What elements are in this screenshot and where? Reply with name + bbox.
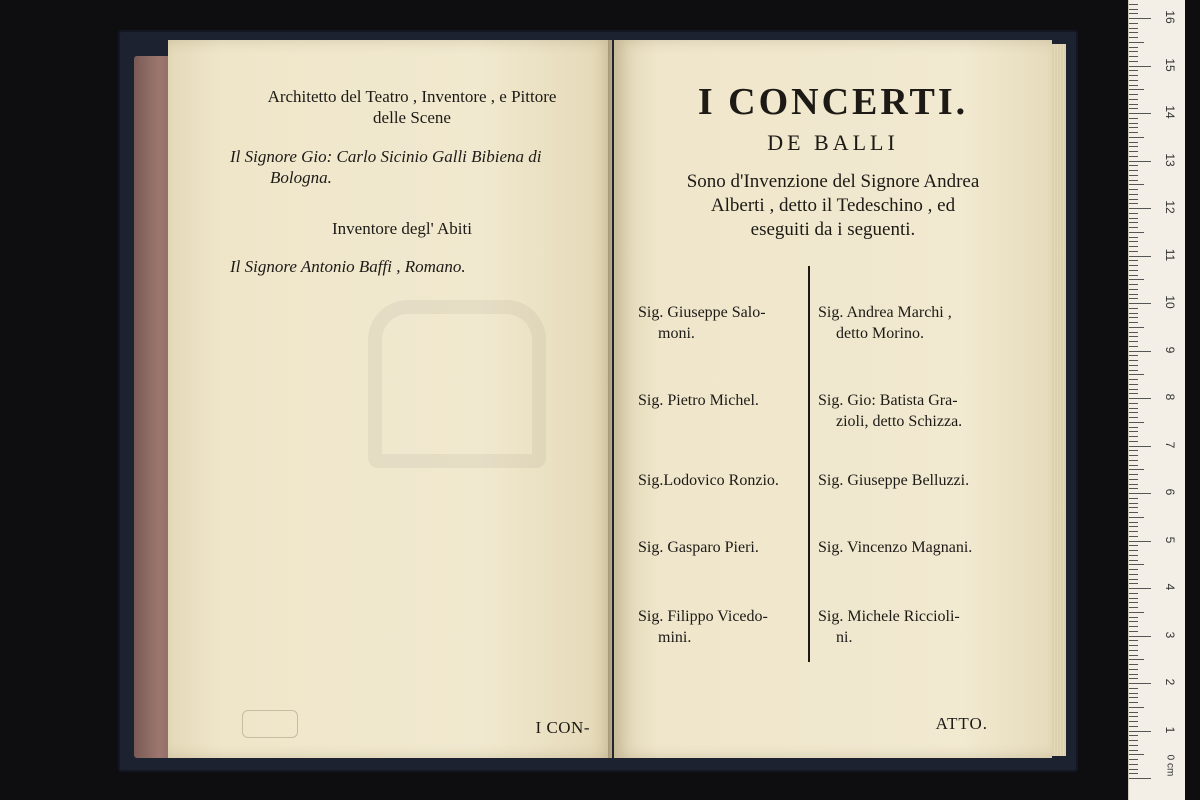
ruler-tick xyxy=(1129,631,1138,632)
ruler-tick xyxy=(1129,446,1151,447)
dancer-name: Sig. Michele Riccioli- xyxy=(818,608,960,625)
ruler-tick xyxy=(1129,355,1138,356)
ruler-tick xyxy=(1129,9,1138,10)
dancer-name: Sig.Lodovico Ronzio. xyxy=(638,472,779,489)
ruler-tick xyxy=(1129,13,1138,14)
ruler-tick xyxy=(1129,484,1138,485)
ruler-tick xyxy=(1129,545,1138,546)
ruler-number: 6 xyxy=(1163,488,1177,496)
ruler-tick xyxy=(1129,175,1138,176)
dancer-name: Sig. Filippo Vicedo- xyxy=(638,608,768,625)
ruler-number: 14 xyxy=(1163,105,1177,119)
ruler-tick xyxy=(1129,693,1138,694)
ruler-tick xyxy=(1129,80,1138,81)
ruler-tick xyxy=(1129,688,1138,689)
ruler-tick xyxy=(1129,42,1144,43)
ruler-tick xyxy=(1129,146,1138,147)
ruler-tick xyxy=(1129,493,1151,494)
ruler-tick xyxy=(1129,332,1138,333)
ruler-tick xyxy=(1129,764,1138,765)
ruler-tick xyxy=(1129,531,1138,532)
ruler-tick xyxy=(1129,218,1138,219)
ruler-number: 16 xyxy=(1163,10,1177,24)
ruler-tick xyxy=(1129,222,1138,223)
ruler-number: 5 xyxy=(1163,536,1177,543)
ruler-number: 15 xyxy=(1163,57,1177,72)
ruler-tick xyxy=(1129,379,1138,380)
ruler-tick xyxy=(1129,436,1138,437)
dancer-entry xyxy=(638,537,804,558)
ruler-tick xyxy=(1129,479,1138,480)
ruler-tick xyxy=(1129,370,1138,371)
architect-name xyxy=(230,146,590,188)
ruler-number: 13 xyxy=(1163,152,1177,167)
ruler-number: 12 xyxy=(1163,200,1177,214)
architect-heading-line2: delle Scene xyxy=(373,108,451,127)
ruler-number: 9 xyxy=(1163,346,1177,353)
ruler-tick xyxy=(1129,778,1151,779)
ruler-tick xyxy=(1129,602,1138,603)
architect-name-line2: Bologna. xyxy=(270,168,332,187)
ruler-tick xyxy=(1129,104,1138,105)
ruler-tick xyxy=(1129,94,1138,95)
ruler-tick xyxy=(1129,37,1138,38)
ruler-tick xyxy=(1129,398,1151,399)
ruler-tick xyxy=(1129,99,1138,100)
ruler-tick xyxy=(1129,726,1138,727)
dancer-entry xyxy=(818,606,1006,648)
ruler-tick xyxy=(1129,241,1138,242)
ruler-tick xyxy=(1129,123,1138,124)
ruler-tick xyxy=(1129,341,1138,342)
ruler-tick xyxy=(1129,360,1138,361)
ruler-tick xyxy=(1129,417,1138,418)
ruler-tick xyxy=(1129,28,1138,29)
page-subtitle: DE BALLI xyxy=(767,130,899,155)
ruler-tick xyxy=(1129,346,1138,347)
ruler-tick xyxy=(1129,750,1138,751)
ruler-tick xyxy=(1129,712,1138,713)
right-page xyxy=(614,40,1052,758)
ruler-tick xyxy=(1129,317,1138,318)
ruler-tick xyxy=(1129,279,1144,280)
dancer-entry xyxy=(638,606,804,648)
ruler-tick xyxy=(1129,427,1138,428)
ruler-tick xyxy=(1129,621,1138,622)
ruler-tick xyxy=(1129,251,1138,252)
ruler-tick xyxy=(1129,403,1138,404)
ruler-tick xyxy=(1129,716,1138,717)
ruler-tick xyxy=(1129,47,1138,48)
dancer-entry xyxy=(638,390,804,411)
ruler-tick xyxy=(1129,664,1138,665)
ruler-tick xyxy=(1129,469,1144,470)
dancer-name: Sig. Andrea Marchi , xyxy=(818,304,952,321)
ruler-tick xyxy=(1129,702,1138,703)
ruler-number: 3 xyxy=(1163,631,1177,638)
ruler-tick xyxy=(1129,659,1144,660)
ruler-tick xyxy=(1129,526,1138,527)
ruler-tick xyxy=(1129,208,1151,209)
right-catchword: ATTO. xyxy=(935,714,988,733)
ruler-tick xyxy=(1129,327,1144,328)
ruler-tick xyxy=(1129,645,1138,646)
ruler-tick xyxy=(1129,246,1138,247)
ruler-tick xyxy=(1129,412,1138,413)
dancer-entry xyxy=(818,390,1006,432)
dancer-entry xyxy=(818,302,1006,344)
ruler-number: 7 xyxy=(1163,441,1177,448)
ruler-tick xyxy=(1129,51,1138,52)
ruler-tick xyxy=(1129,113,1151,114)
ruler-tick xyxy=(1129,294,1138,295)
left-catchword: I CON- xyxy=(535,718,590,737)
ruler-tick xyxy=(1129,18,1151,19)
dancer-name: Sig. Gio: Batista Gra- xyxy=(818,392,958,409)
ruler-tick xyxy=(1129,550,1138,551)
dancer-name-cont: zioli, detto Schizza. xyxy=(836,413,963,430)
ruler-tick xyxy=(1129,189,1138,190)
ruler-tick xyxy=(1129,374,1144,375)
ruler-tick xyxy=(1129,512,1138,513)
architect-heading xyxy=(232,86,592,128)
ruler-tick xyxy=(1129,203,1138,204)
ruler-tick xyxy=(1129,313,1138,314)
ruler-tick xyxy=(1129,555,1138,556)
ruler-tick xyxy=(1129,607,1138,608)
ruler-tick xyxy=(1129,731,1151,732)
dancer-entry xyxy=(638,302,804,344)
ruler-tick xyxy=(1129,213,1138,214)
ruler-tick xyxy=(1129,617,1138,618)
ruler-tick xyxy=(1129,408,1138,409)
dancer-name: Sig. Giuseppe Salo- xyxy=(638,304,766,321)
ruler-number: 1 xyxy=(1163,726,1177,733)
ruler-number: 8 xyxy=(1163,393,1177,401)
ruler-tick xyxy=(1129,61,1138,62)
ruler-tick xyxy=(1129,303,1151,304)
architect-name-line1: Il Signore Gio: Carlo Sicinio Galli Bibiena di xyxy=(230,147,542,166)
dancer-entry xyxy=(818,537,1006,558)
column-divider xyxy=(808,266,810,662)
ruler-tick xyxy=(1129,735,1138,736)
dancer-name-cont: mini. xyxy=(658,629,692,646)
ruler-tick xyxy=(1129,108,1138,109)
library-stamp xyxy=(242,710,298,738)
ruler-tick xyxy=(1129,488,1138,489)
ruler-tick xyxy=(1129,564,1144,565)
left-page xyxy=(168,40,612,758)
ruler-tick xyxy=(1129,636,1151,637)
ruler-tick xyxy=(1129,137,1144,138)
ruler-tick xyxy=(1129,683,1151,684)
ruler-tick xyxy=(1129,460,1138,461)
ruler-tick xyxy=(1129,697,1138,698)
ruler-tick xyxy=(1129,180,1138,181)
ruler-tick xyxy=(1129,289,1138,290)
ruler-tick xyxy=(1129,298,1138,299)
ruler-tick xyxy=(1129,270,1138,271)
ruler-number: 10 xyxy=(1163,295,1177,309)
page-title: I CONCERTI. xyxy=(697,81,969,123)
costume-heading: Inventore degl' Abiti xyxy=(332,219,472,238)
ruler-tick xyxy=(1129,522,1138,523)
ruler-tick xyxy=(1129,569,1138,570)
ruler-tick xyxy=(1129,678,1138,679)
measurement-ruler xyxy=(1128,0,1185,800)
intro-line-2: Alberti , detto il Tedeschino , ed xyxy=(710,195,956,216)
ruler-tick xyxy=(1129,650,1138,651)
ruler-tick xyxy=(1129,450,1138,451)
ruler-number: 4 xyxy=(1163,583,1177,591)
dancer-name: Sig. Vincenzo Magnani. xyxy=(818,539,973,556)
dancer-name-cont: ni. xyxy=(836,629,853,646)
ruler-tick xyxy=(1129,237,1138,238)
architect-heading-line1: Architetto del Teatro , Inventore , e Pittore xyxy=(267,87,557,106)
intro-line-1: Sono d'Invenzione del Signore Andrea xyxy=(686,171,980,192)
ruler-tick xyxy=(1129,85,1138,86)
ruler-tick xyxy=(1129,574,1138,575)
ruler-tick xyxy=(1129,431,1138,432)
ruler-tick xyxy=(1129,75,1138,76)
ruler-tick xyxy=(1129,194,1138,195)
ruler-tick xyxy=(1129,32,1138,33)
dancer-name: Sig. Gasparo Pieri. xyxy=(638,539,759,556)
ruler-tick xyxy=(1129,745,1138,746)
ruler-tick xyxy=(1129,503,1138,504)
ruler-tick xyxy=(1129,132,1138,133)
ruler-tick xyxy=(1129,669,1138,670)
ruler-tick xyxy=(1129,740,1138,741)
ruler-tick xyxy=(1129,498,1138,499)
ruler-tick xyxy=(1129,165,1138,166)
ruler-tick xyxy=(1129,612,1144,613)
ruler-tick xyxy=(1129,161,1151,162)
ruler-tick xyxy=(1129,721,1138,722)
ruler-tick xyxy=(1129,118,1138,119)
intro-line-3: eseguiti da i seguenti. xyxy=(750,219,916,240)
ruler-number: 2 xyxy=(1163,678,1177,686)
ruler-tick xyxy=(1129,707,1144,708)
ruler-tick xyxy=(1129,256,1151,257)
ruler-tick xyxy=(1129,626,1138,627)
ruler-number: 11 xyxy=(1163,248,1177,261)
ruler-tick xyxy=(1129,336,1138,337)
ruler-tick xyxy=(1129,389,1138,390)
ruler-tick xyxy=(1129,640,1138,641)
ruler-tick xyxy=(1129,541,1151,542)
ruler-tick xyxy=(1129,23,1138,24)
dancer-name: Sig. Giuseppe Belluzzi. xyxy=(818,472,970,489)
ruler-tick xyxy=(1129,588,1151,589)
ruler-tick xyxy=(1129,265,1138,266)
ruler-tick xyxy=(1129,759,1138,760)
dancer-entry xyxy=(818,470,1006,491)
ruler-tick xyxy=(1129,275,1138,276)
ruler-tick xyxy=(1129,308,1138,309)
ruler-tick xyxy=(1129,4,1138,5)
ruler-tick xyxy=(1129,151,1138,152)
ruler-tick xyxy=(1129,89,1144,90)
dancer-name: Sig. Pietro Michel. xyxy=(638,392,759,409)
ruler-tick xyxy=(1129,156,1138,157)
ruler-unit-label: 0 cm xyxy=(1164,754,1176,777)
ruler-tick xyxy=(1129,56,1138,57)
ruler-tick xyxy=(1129,583,1138,584)
ruler-tick xyxy=(1129,560,1138,561)
ruler-tick xyxy=(1129,655,1138,656)
ruler-tick xyxy=(1129,284,1138,285)
show-through-mark xyxy=(368,300,546,468)
ruler-tick xyxy=(1129,474,1138,475)
ruler-tick xyxy=(1129,536,1138,537)
ruler-tick xyxy=(1129,384,1138,385)
ruler-tick xyxy=(1129,773,1138,774)
ruler-tick xyxy=(1129,199,1138,200)
ruler-tick xyxy=(1129,593,1138,594)
ruler-tick xyxy=(1129,579,1138,580)
ruler-tick xyxy=(1129,422,1144,423)
ruler-tick xyxy=(1129,465,1138,466)
ruler-tick xyxy=(1129,455,1138,456)
ruler-tick xyxy=(1129,184,1144,185)
ruler-tick xyxy=(1129,517,1144,518)
ruler-tick xyxy=(1129,170,1138,171)
page-stack-edge xyxy=(1050,44,1066,756)
ruler-tick xyxy=(1129,322,1138,323)
ruler-tick xyxy=(1129,754,1144,755)
ruler-tick xyxy=(1129,598,1138,599)
ruler-tick xyxy=(1129,66,1151,67)
ruler-tick xyxy=(1129,232,1144,233)
dancer-name-cont: moni. xyxy=(658,325,695,342)
intro-paragraph xyxy=(632,170,1034,242)
ruler-tick xyxy=(1129,260,1138,261)
ruler-tick xyxy=(1129,127,1138,128)
ruler-tick xyxy=(1129,769,1138,770)
ruler-tick xyxy=(1129,674,1138,675)
ruler-tick xyxy=(1129,393,1138,394)
ruler-tick xyxy=(1129,142,1138,143)
ruler-tick xyxy=(1129,70,1138,71)
dancer-name-cont: detto Morino. xyxy=(836,325,924,342)
ruler-tick xyxy=(1129,441,1138,442)
costume-designer-name: Il Signore Antonio Baffi , Romano. xyxy=(230,257,466,276)
dancer-entry xyxy=(638,470,804,491)
ruler-tick xyxy=(1129,227,1138,228)
ruler-tick xyxy=(1129,365,1138,366)
ruler-tick xyxy=(1129,507,1138,508)
ruler-tick xyxy=(1129,351,1151,352)
